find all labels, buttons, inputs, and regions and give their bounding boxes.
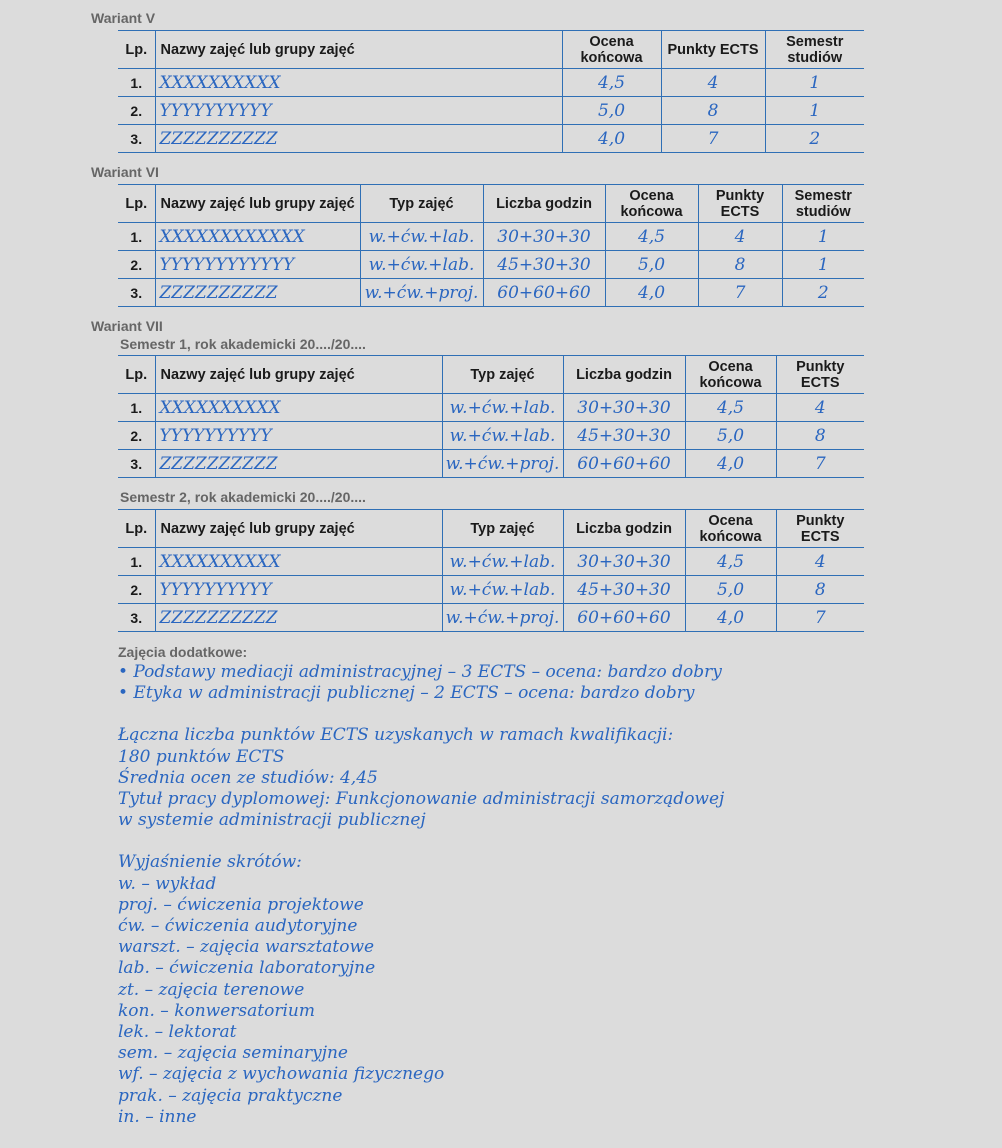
table-row — [118, 251, 864, 279]
abbreviation-item: proj. – ćwiczenia projektowe — [118, 894, 364, 915]
table-row — [118, 422, 864, 450]
abbreviation-item: lek. – lektorat — [118, 1022, 237, 1043]
table-row — [118, 125, 864, 153]
col-header-ects: Punkty ECTS — [776, 510, 864, 548]
summary-line: Tytuł pracy dyplomowej: Funkcjonowanie administracji samorządowej — [118, 789, 725, 810]
hours-value: 45+30+30 — [563, 422, 685, 450]
notes-section — [118, 644, 978, 1128]
variant-v-table — [118, 30, 864, 153]
col-header-lp: Lp. — [118, 185, 155, 223]
row-number: 2. — [118, 251, 155, 279]
grade-value: 5,0 — [562, 97, 661, 125]
col-header-grade: Ocena końcowa — [685, 510, 776, 548]
semester-value: 1 — [765, 97, 864, 125]
abbreviation-item: kon. – konwersatorium — [118, 1000, 315, 1021]
variant-vi-title: Wariant VI — [91, 164, 159, 180]
hours-value: 60+60+60 — [563, 604, 685, 632]
row-number: 2. — [118, 576, 155, 604]
col-header-name: Nazwy zajęć lub grupy zajęć — [155, 510, 442, 548]
course-type: w.+ćw.+proj. — [442, 450, 563, 478]
table-row — [118, 279, 864, 307]
table-row — [118, 548, 864, 576]
semester-2-title: Semestr 2, rok akademicki 20..../20.... — [120, 489, 366, 505]
course-name: XXXXXXXXXX — [155, 69, 562, 97]
abbreviation-item: prak. – zajęcia praktyczne — [118, 1085, 343, 1106]
course-name: ZZZZZZZZZZ — [155, 604, 442, 632]
row-number: 3. — [118, 604, 155, 632]
extra-course-item: • Etyka w administracji publicznej – 2 ECTS – ocena: bardzo dobry — [118, 683, 695, 704]
col-header-grade: Ocena końcowa — [562, 31, 661, 69]
ects-value: 8 — [776, 576, 864, 604]
col-header-hours: Liczba godzin — [563, 356, 685, 394]
col-header-lp: Lp. — [118, 31, 155, 69]
grade-value: 4,0 — [605, 279, 698, 307]
col-header-hours: Liczba godzin — [483, 185, 605, 223]
ects-value: 7 — [776, 450, 864, 478]
abbreviations-title: Wyjaśnienie skrótów: — [118, 852, 302, 873]
col-header-ects: Punkty ECTS — [661, 31, 765, 69]
grade-value: 4,5 — [562, 69, 661, 97]
grade-value: 5,0 — [685, 422, 776, 450]
table-row — [118, 576, 864, 604]
col-header-hours: Liczba godzin — [563, 510, 685, 548]
extra-courses-title: Zajęcia dodatkowe: — [118, 644, 248, 660]
hours-value: 60+60+60 — [483, 279, 605, 307]
course-type: w.+ćw.+lab. — [442, 394, 563, 422]
summary-line: 180 punktów ECTS — [118, 746, 285, 767]
ects-value: 7 — [661, 125, 765, 153]
semester-value: 1 — [782, 223, 864, 251]
course-name: YYYYYYYYYY — [155, 422, 442, 450]
course-type: w.+ćw.+lab. — [360, 251, 483, 279]
summary-line: Łączna liczba punktów ECTS uzyskanych w ramach kwalifikacji: — [118, 725, 674, 746]
extra-course-item: • Podstawy mediacji administracyjnej – 3 ECTS – ocena: bardzo dobry — [118, 662, 722, 682]
col-header-ects: Punkty ECTS — [698, 185, 782, 223]
grade-value: 4,0 — [685, 450, 776, 478]
course-type: w.+ćw.+lab. — [442, 548, 563, 576]
row-number: 3. — [118, 279, 155, 307]
row-number: 2. — [118, 422, 155, 450]
abbreviation-item: lab. – ćwiczenia laboratoryjne — [118, 958, 376, 979]
variant-vii-semester-2-table — [118, 509, 864, 632]
row-number: 3. — [118, 450, 155, 478]
grade-value: 4,5 — [605, 223, 698, 251]
table-row — [118, 69, 864, 97]
course-type: w.+ćw.+lab. — [360, 223, 483, 251]
col-header-semester: Semestr studiów — [765, 31, 864, 69]
variant-vii-semester-1-table — [118, 355, 864, 478]
semester-value: 2 — [782, 279, 864, 307]
row-number: 2. — [118, 97, 155, 125]
col-header-ects: Punkty ECTS — [776, 356, 864, 394]
table-row — [118, 394, 864, 422]
row-number: 1. — [118, 394, 155, 422]
abbreviation-item: sem. – zajęcia seminaryjne — [118, 1043, 348, 1064]
ects-value: 8 — [661, 97, 765, 125]
semester-value: 1 — [782, 251, 864, 279]
course-name: YYYYYYYYYYYY — [155, 251, 360, 279]
grade-value: 4,5 — [685, 548, 776, 576]
semester-value: 2 — [765, 125, 864, 153]
variant-v-title: Wariant V — [91, 10, 156, 26]
course-name: XXXXXXXXXXXX — [155, 223, 360, 251]
semester-1-title: Semestr 1, rok akademicki 20..../20.... — [120, 336, 366, 352]
col-header-grade: Ocena końcowa — [605, 185, 698, 223]
course-name: XXXXXXXXXX — [155, 394, 442, 422]
course-type: w.+ćw.+proj. — [442, 604, 563, 632]
hours-value: 30+30+30 — [563, 394, 685, 422]
ects-value: 4 — [776, 548, 864, 576]
abbreviation-item: in. – inne — [118, 1106, 197, 1127]
abbreviation-item: wf. – zajęcia z wychowania fizycznego — [118, 1064, 445, 1085]
course-name: ZZZZZZZZZZ — [155, 279, 360, 307]
col-header-name: Nazwy zajęć lub grupy zajęć — [155, 185, 360, 223]
ects-value: 8 — [776, 422, 864, 450]
table-row — [118, 604, 864, 632]
course-name: ZZZZZZZZZZ — [155, 450, 442, 478]
ects-value: 8 — [698, 251, 782, 279]
course-name: YYYYYYYYYY — [155, 97, 562, 125]
ects-value: 4 — [661, 69, 765, 97]
col-header-name: Nazwy zajęć lub grupy zajęć — [155, 31, 562, 69]
hours-value: 30+30+30 — [483, 223, 605, 251]
table-row — [118, 223, 864, 251]
col-header-type: Typ zajęć — [360, 185, 483, 223]
row-number: 1. — [118, 69, 155, 97]
ects-value: 7 — [776, 604, 864, 632]
row-number: 1. — [118, 548, 155, 576]
hours-value: 60+60+60 — [563, 450, 685, 478]
col-header-lp: Lp. — [118, 510, 155, 548]
course-name: YYYYYYYYYY — [155, 576, 442, 604]
abbreviation-item: warszt. – zajęcia warsztatowe — [118, 937, 375, 958]
course-name: ZZZZZZZZZZ — [155, 125, 562, 153]
ects-value: 4 — [698, 223, 782, 251]
col-header-grade: Ocena końcowa — [685, 356, 776, 394]
grade-value: 5,0 — [685, 576, 776, 604]
table-row — [118, 450, 864, 478]
course-type: w.+ćw.+proj. — [360, 279, 483, 307]
grade-value: 5,0 — [605, 251, 698, 279]
col-header-name: Nazwy zajęć lub grupy zajęć — [155, 356, 442, 394]
course-name: XXXXXXXXXX — [155, 548, 442, 576]
abbreviation-item: w. – wykład — [118, 873, 217, 894]
row-number: 1. — [118, 223, 155, 251]
col-header-lp: Lp. — [118, 356, 155, 394]
hours-value: 30+30+30 — [563, 548, 685, 576]
col-header-semester: Semestr studiów — [782, 185, 864, 223]
course-type: w.+ćw.+lab. — [442, 422, 563, 450]
hours-value: 45+30+30 — [483, 251, 605, 279]
col-header-type: Typ zajęć — [442, 510, 563, 548]
grade-value: 4,5 — [685, 394, 776, 422]
grade-value: 4,0 — [562, 125, 661, 153]
ects-value: 4 — [776, 394, 864, 422]
grade-value: 4,0 — [685, 604, 776, 632]
hours-value: 45+30+30 — [563, 576, 685, 604]
summary-line: w systemie administracji publicznej — [118, 810, 426, 831]
col-header-type: Typ zajęć — [442, 356, 563, 394]
abbreviation-item: ćw. – ćwiczenia audytoryjne — [118, 916, 358, 937]
variant-vii-title: Wariant VII — [91, 318, 163, 334]
ects-value: 7 — [698, 279, 782, 307]
course-type: w.+ćw.+lab. — [442, 576, 563, 604]
table-row — [118, 97, 864, 125]
row-number: 3. — [118, 125, 155, 153]
variant-vi-table — [118, 184, 864, 307]
semester-value: 1 — [765, 69, 864, 97]
abbreviation-item: zt. – zajęcia terenowe — [118, 979, 305, 1000]
summary-line: Średnia ocen ze studiów: 4,45 — [118, 767, 378, 788]
